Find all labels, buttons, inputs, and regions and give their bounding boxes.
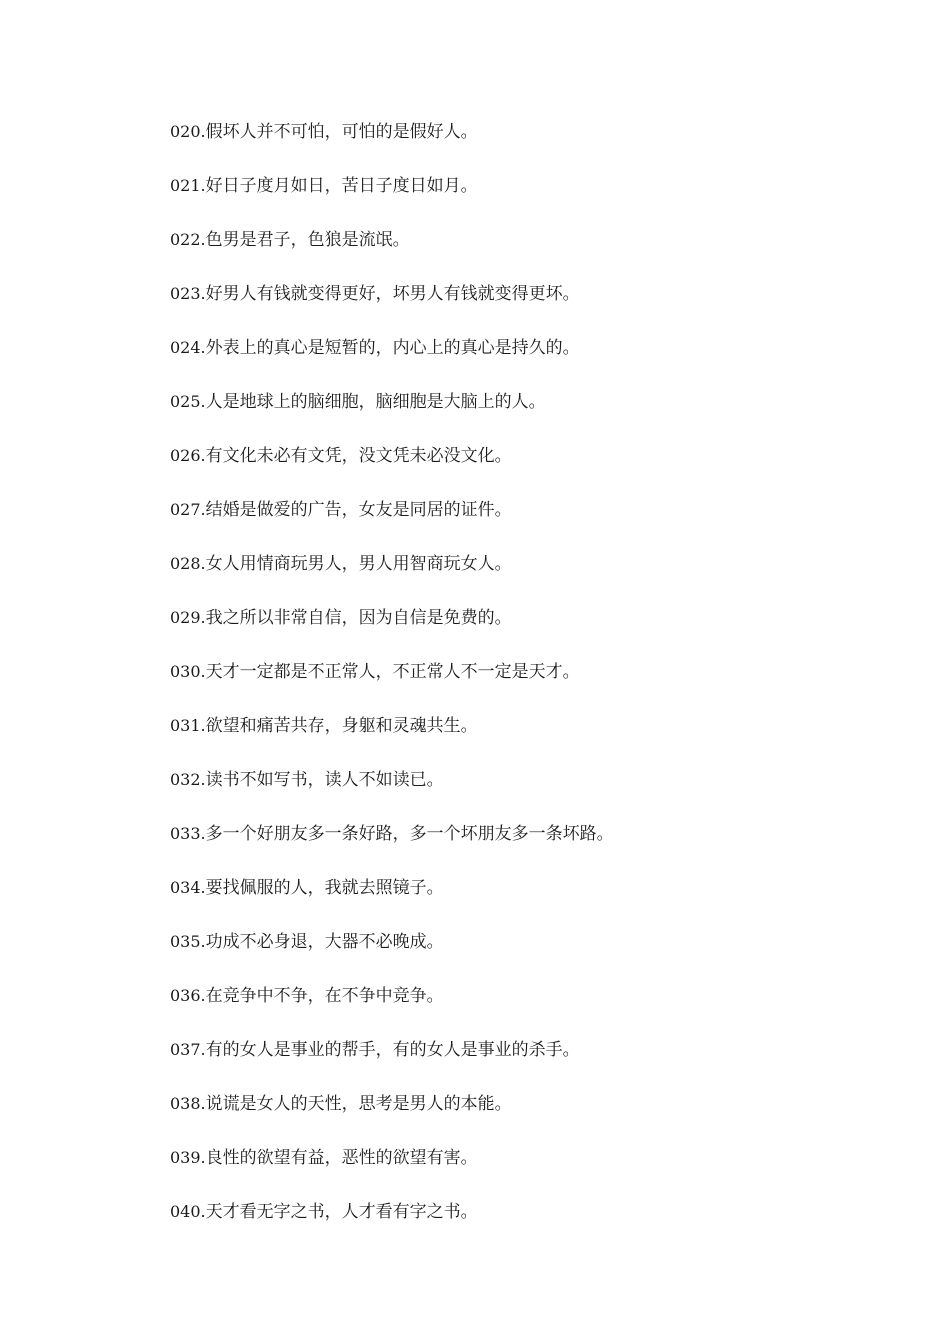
item-number: 036. [170, 986, 206, 1005]
item-text: 功成不必身退，大器不必晚成。 [205, 932, 444, 952]
item-number: 024. [170, 338, 206, 357]
list-item [170, 280, 910, 334]
item-number: 035. [170, 932, 206, 951]
item-number: 033. [170, 824, 206, 843]
list-item [170, 172, 910, 226]
item-text: 在竞争中不争，在不争中竞争。 [205, 986, 444, 1006]
item-text: 人是地球上的脑细胞，脑细胞是大脑上的人。 [205, 392, 546, 412]
list-item [170, 226, 910, 280]
list-item [170, 1144, 910, 1198]
item-number: 034. [170, 878, 206, 897]
list-item [170, 604, 910, 658]
list-item [170, 496, 910, 550]
item-number: 020. [170, 122, 206, 141]
item-text: 天才一定都是不正常人，不正常人不一定是天才。 [205, 662, 580, 682]
item-text: 多一个好朋友多一条好路，多一个坏朋友多一条坏路。 [205, 824, 614, 844]
item-number: 038. [170, 1094, 206, 1113]
item-number: 027. [170, 500, 206, 519]
list-item [170, 658, 910, 712]
item-text: 良性的欲望有益，恶性的欲望有害。 [205, 1148, 478, 1168]
item-text: 我之所以非常自信，因为自信是免费的。 [205, 608, 512, 628]
item-text: 色男是君子，色狼是流氓。 [205, 230, 410, 250]
item-number: 023. [170, 284, 206, 303]
item-number: 028. [170, 554, 206, 573]
item-text: 假坏人并不可怕，可怕的是假好人。 [205, 122, 478, 142]
item-text: 要找佩服的人，我就去照镜子。 [205, 878, 444, 898]
item-number: 031. [170, 716, 206, 735]
item-number: 039. [170, 1148, 206, 1167]
item-number: 037. [170, 1040, 206, 1059]
item-text: 好男人有钱就变得更好，坏男人有钱就变得更坏。 [205, 284, 580, 304]
item-number: 032. [170, 770, 206, 789]
item-number: 021. [170, 176, 206, 195]
item-number: 040. [170, 1202, 206, 1221]
item-text: 天才看无字之书，人才看有字之书。 [205, 1202, 478, 1222]
item-text: 好日子度月如日，苦日子度日如月。 [205, 176, 478, 196]
list-item [170, 874, 910, 928]
list-item [170, 442, 910, 496]
item-text: 女人用情商玩男人，男人用智商玩女人。 [205, 554, 512, 574]
list-item [170, 334, 910, 388]
list-item [170, 928, 910, 982]
list-item [170, 712, 910, 766]
item-text: 有文化未必有文凭，没文凭未必没文化。 [205, 446, 512, 466]
list-item [170, 1036, 910, 1090]
list-item [170, 118, 910, 172]
item-text: 说谎是女人的天性，思考是男人的本能。 [205, 1094, 512, 1114]
quote-list [170, 118, 910, 1252]
list-item [170, 982, 910, 1036]
list-item [170, 388, 910, 442]
list-item [170, 550, 910, 604]
list-item [170, 766, 910, 820]
item-text: 结婚是做爱的广告，女友是同居的证件。 [205, 500, 512, 520]
list-item [170, 1090, 910, 1144]
item-text: 外表上的真心是短暂的，内心上的真心是持久的。 [205, 338, 580, 358]
item-number: 025. [170, 392, 206, 411]
item-text: 欲望和痛苦共存，身躯和灵魂共生。 [205, 716, 478, 736]
item-number: 029. [170, 608, 206, 627]
list-item [170, 820, 910, 874]
item-number: 026. [170, 446, 206, 465]
list-item [170, 1198, 910, 1252]
item-text: 读书不如写书，读人不如读已。 [205, 770, 444, 790]
item-text: 有的女人是事业的帮手，有的女人是事业的杀手。 [205, 1040, 580, 1060]
item-number: 030. [170, 662, 206, 681]
item-number: 022. [170, 230, 206, 249]
